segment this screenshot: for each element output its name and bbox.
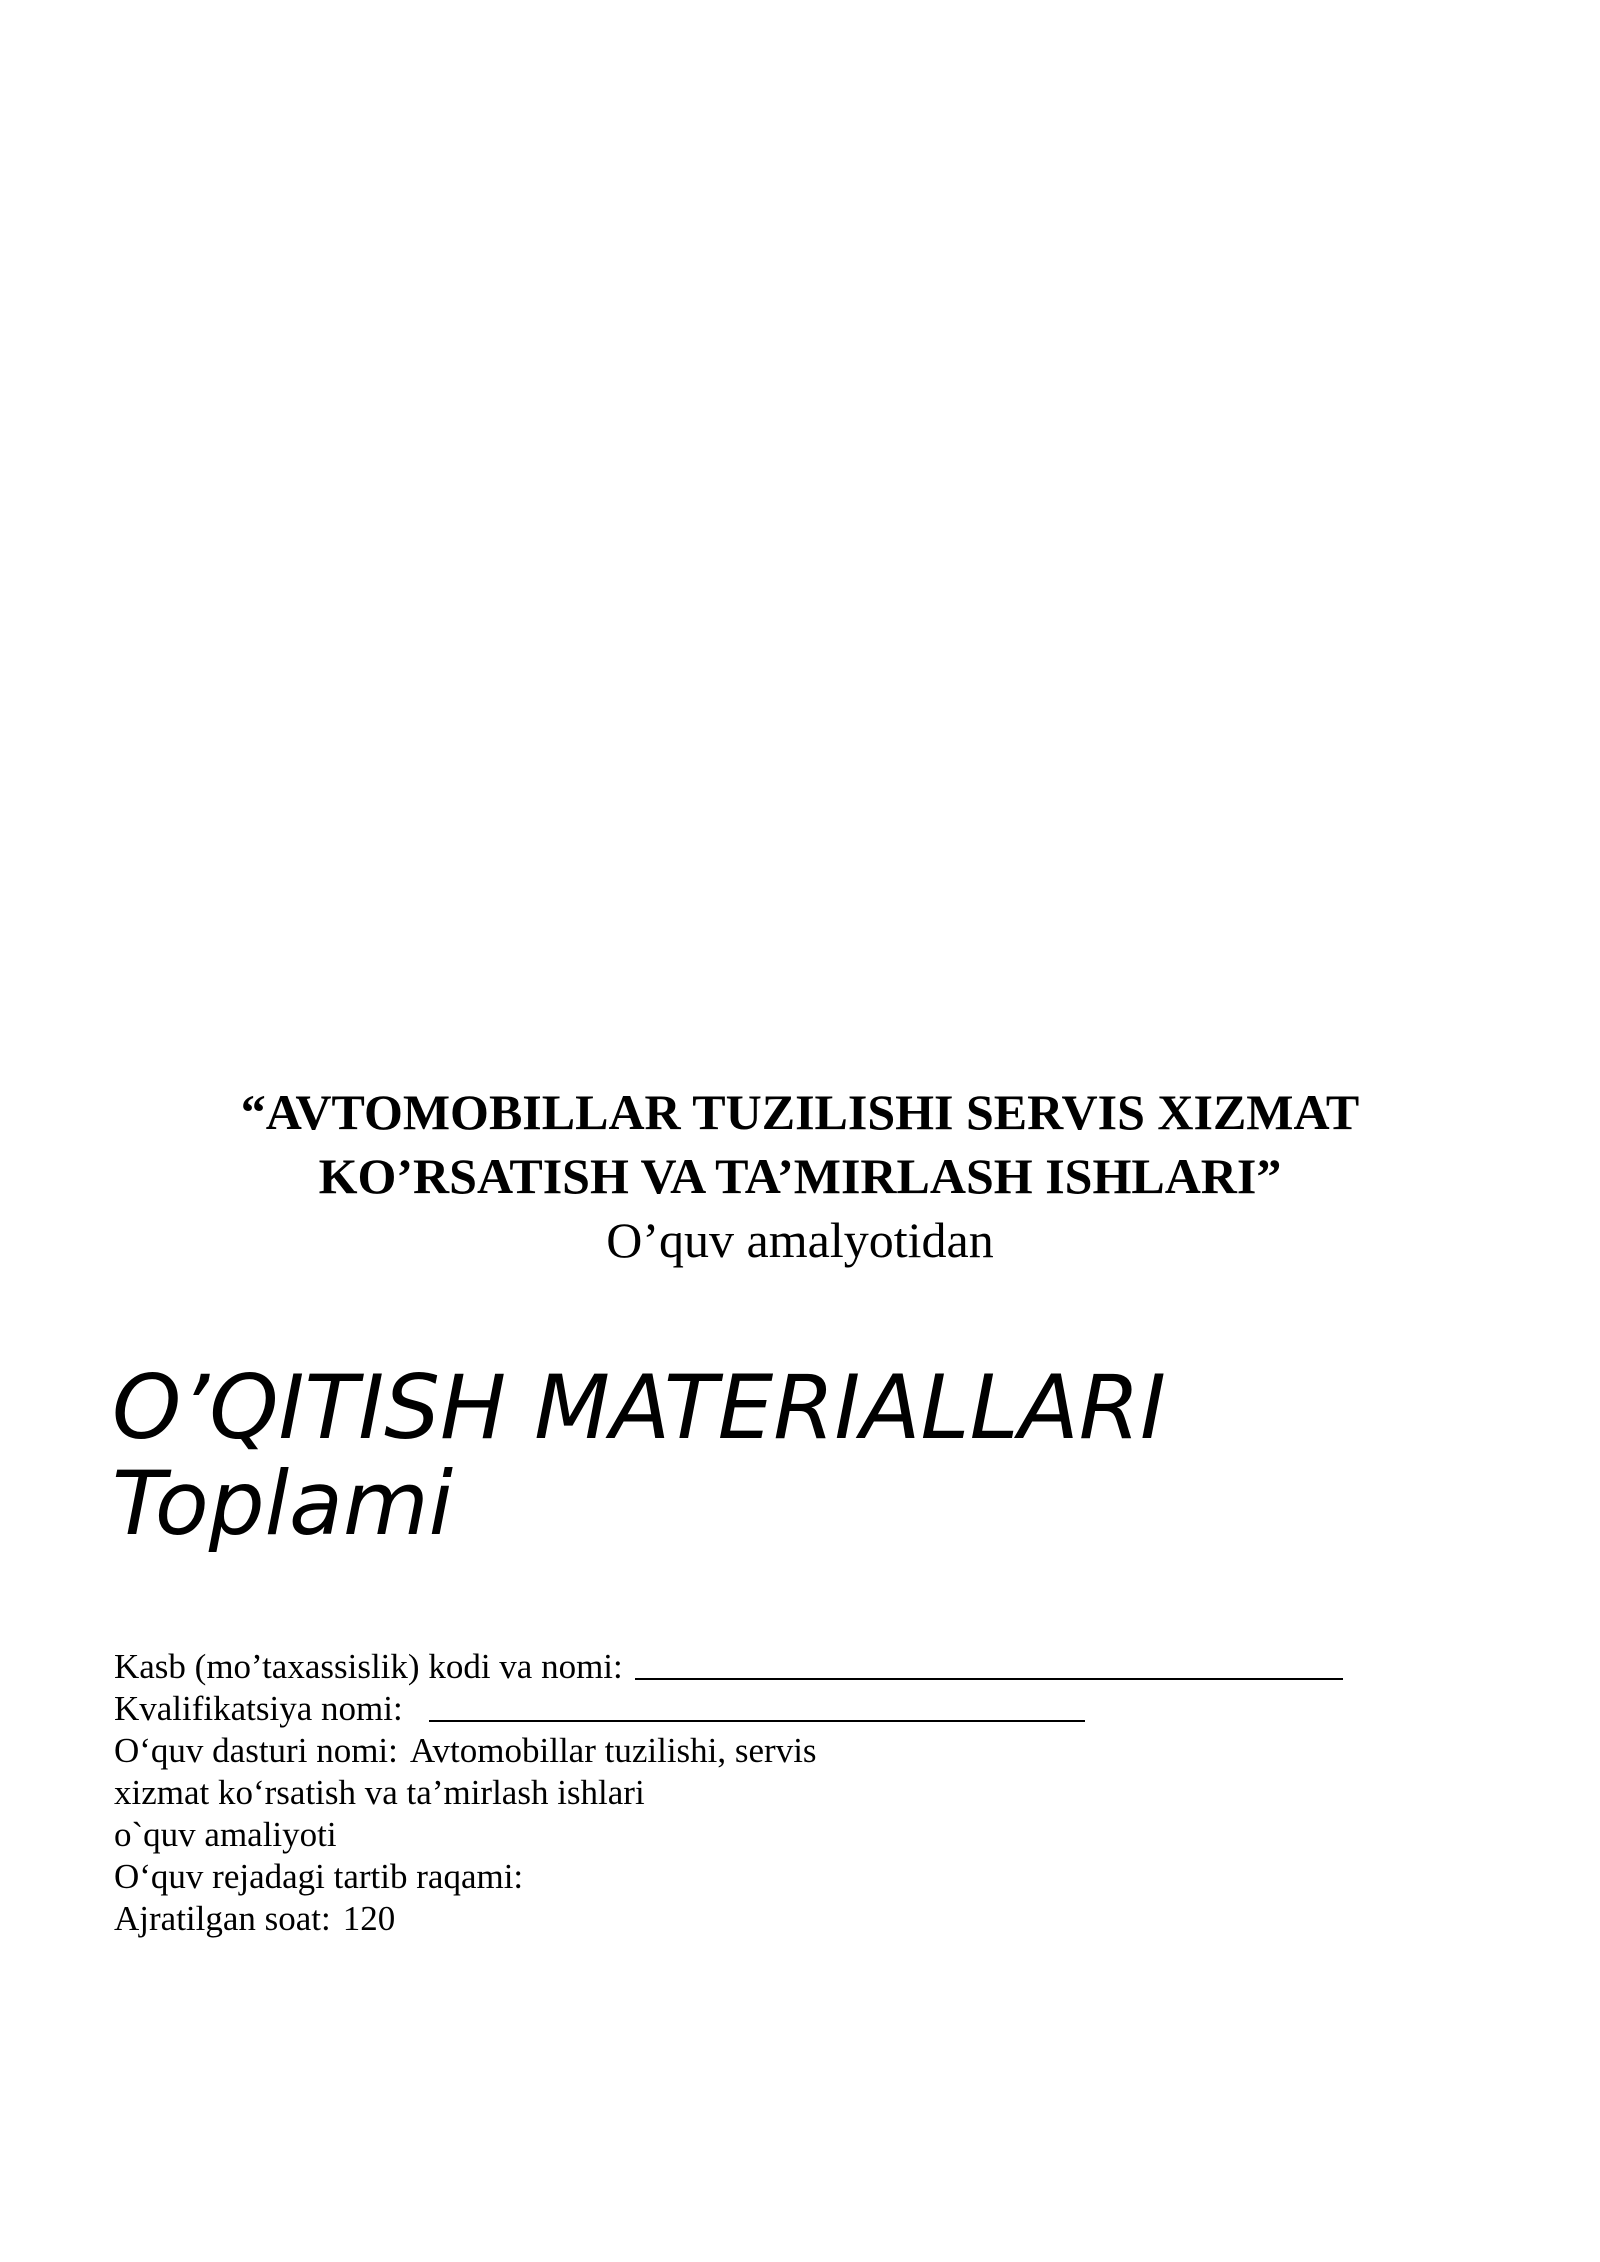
profession-blank-line xyxy=(635,1648,1343,1680)
profession-label: Kasb (mo’taxassislik) kodi va nomi: xyxy=(114,1647,623,1686)
main-heading xyxy=(112,1356,1552,1555)
info-block xyxy=(114,1646,1514,1940)
hours-value: 120 xyxy=(342,1899,396,1938)
plan-number-row xyxy=(114,1856,1514,1898)
course-title-line-2: KO’RSATISH VA TA’MIRLASH ISHLARI” xyxy=(318,1148,1282,1204)
course-subtitle: O’quv amalyotidan xyxy=(606,1212,994,1268)
program-value-line-2: xizmat ko‘rsatish va ta’mirlash ishlari xyxy=(114,1773,645,1812)
profession-row xyxy=(114,1646,1514,1688)
hours-label: Ajratilgan soat: xyxy=(114,1899,331,1938)
program-value-row-2 xyxy=(114,1772,1514,1814)
program-value-line-1: Avtomobillar tuzilishi, servis xyxy=(409,1731,817,1770)
course-title-line-1: “AVTOMOBILLAR TUZILISHI SERVIS XIZMAT xyxy=(240,1084,1360,1140)
qualification-blank-line xyxy=(429,1690,1085,1722)
main-heading-line-1: O’QITISH MATERIALLARI xyxy=(112,1356,1166,1459)
program-value-line-3: o`quv amaliyoti xyxy=(114,1815,337,1854)
qualification-row xyxy=(114,1688,1514,1730)
program-label: O‘quv dasturi nomi: xyxy=(114,1731,398,1770)
title-block xyxy=(0,1080,1600,1272)
hours-row xyxy=(114,1898,1514,1940)
plan-number-label: O‘quv rejadagi tartib raqami: xyxy=(114,1857,524,1896)
main-heading-line-2: Toplami xyxy=(112,1452,454,1555)
program-row xyxy=(114,1730,1514,1772)
qualification-label: Kvalifikatsiya nomi: xyxy=(114,1689,403,1728)
program-value-row-3 xyxy=(114,1814,1514,1856)
